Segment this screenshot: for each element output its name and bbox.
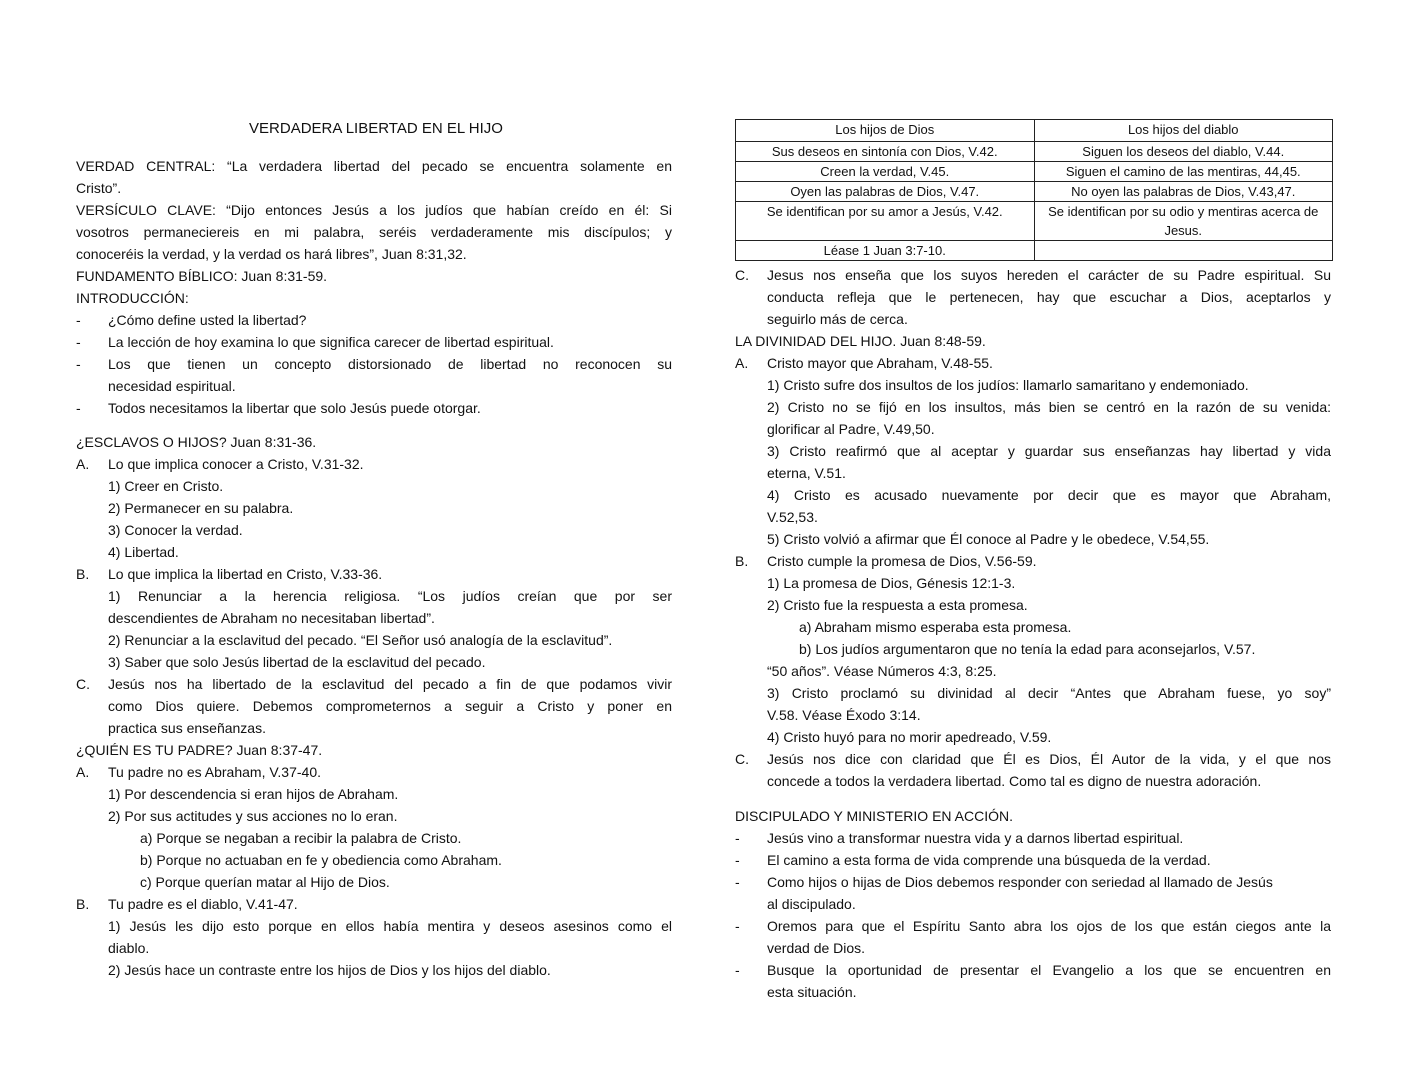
- bullet-dash: -: [76, 312, 81, 328]
- intro-item-2: La lección de hoy examina lo que significa carecer de libertad espiritual.: [108, 334, 554, 350]
- table-row: [736, 241, 1333, 261]
- marker-b: B.: [76, 896, 90, 912]
- quien-b-2: 2) Jesús hace un contraste entre los hijos de Dios y los hijos del diablo.: [108, 962, 551, 978]
- table-row: [736, 142, 1333, 162]
- table-row: [736, 182, 1333, 202]
- section-discipulado-heading: DISCIPULADO Y MINISTERIO EN ACCIÓN.: [735, 808, 1013, 824]
- esclavos-c-line3: practica sus enseñanzas.: [108, 720, 266, 736]
- esclavos-a-1: 1) Creer en Cristo.: [108, 478, 224, 494]
- divinidad-b-2-b-line1: b) Los judíos argumentaron que no tenía la edad para aconsejarlos, V.57.: [799, 641, 1256, 657]
- divinidad-a-4-line2: V.52,53.: [767, 509, 818, 525]
- table-cell: Siguen el camino de las mentiras, 44,45.: [1034, 162, 1333, 182]
- intro-item-3-line2: necesidad espiritual.: [108, 378, 236, 394]
- divinidad-a-2-line1: 2) Cristo no se fijó en los insultos, más bien se centró en la razón de su venida:: [767, 399, 1331, 415]
- marker-a: A.: [735, 355, 749, 371]
- marker-a: A.: [76, 456, 90, 472]
- esclavos-b-1-line2: descendientes de Abraham no necesitaban libertad”.: [108, 610, 435, 626]
- marker-c: C.: [735, 751, 749, 767]
- quien-c-line2: conducta refleja que le pertenecen, hay que escuchar a Dios, aceptarlos y: [767, 289, 1331, 305]
- bullet-dash: -: [76, 334, 81, 350]
- table-cell: Léase 1 Juan 3:7-10.: [736, 241, 1035, 261]
- esclavos-a-4: 4) Libertad.: [108, 544, 179, 560]
- divinidad-a-3-line2: eterna, V.51.: [767, 465, 846, 481]
- table-cell: Oyen las palabras de Dios, V.47.: [736, 182, 1035, 202]
- quien-a-1: 1) Por descendencia si eran hijos de Abraham.: [108, 786, 399, 802]
- discipulado-item-1: Jesús vino a transformar nuestra vida y a darnos libertad espiritual.: [767, 830, 1184, 846]
- esclavos-c-line2: como Dios quiere. Debemos comprometernos a seguir a Cristo y poner en: [108, 698, 672, 714]
- esclavos-b-2: 2) Renunciar a la esclavitud del pecado. “El Señor usó analogía de la esclavitud”.: [108, 632, 613, 648]
- quien-a: Tu padre no es Abraham, V.37-40.: [108, 764, 321, 780]
- introduccion-heading: INTRODUCCIÓN:: [76, 290, 189, 306]
- table-cell: No oyen las palabras de Dios, V.43,47.: [1034, 182, 1333, 202]
- versiculo-clave-line1: VERSÍCULO CLAVE: “Dijo entonces Jesús a los judíos que habían creído en él: Si: [76, 202, 672, 218]
- divinidad-b-3-line2: V.58. Véase Éxodo 3:14.: [767, 707, 921, 723]
- quien-a-2: 2) Por sus actitudes y sus acciones no lo eran.: [108, 808, 398, 824]
- verdad-central-line2: Cristo”.: [76, 180, 122, 196]
- section-quien-heading: ¿QUIÉN ES TU PADRE? Juan 8:37-47.: [76, 742, 323, 758]
- verdad-central-line1: VERDAD CENTRAL: “La verdadera libertad del pecado se encuentra solamente en: [76, 158, 672, 174]
- divinidad-b-1: 1) La promesa de Dios, Génesis 12:1-3.: [767, 575, 1016, 591]
- esclavos-a-3: 3) Conocer la verdad.: [108, 522, 243, 538]
- comparison-table: [735, 119, 1333, 261]
- discipulado-item-3-line1: Como hijos o hijas de Dios debemos responder con seriedad al llamado de Jesús: [767, 874, 1273, 890]
- versiculo-clave-line3: conoceréis la verdad, y la verdad os hará libres”, Juan 8:31,32.: [76, 246, 467, 262]
- esclavos-b: Lo que implica la libertad en Cristo, V.33-36.: [108, 566, 383, 582]
- quien-a-2-c: c) Porque querían matar al Hijo de Dios.: [140, 874, 390, 890]
- quien-a-2-a: a) Porque se negaban a recibir la palabra de Cristo.: [140, 830, 462, 846]
- divinidad-b: Cristo cumple la promesa de Dios, V.56-59.: [767, 553, 1037, 569]
- section-esclavos-heading: ¿ESCLAVOS O HIJOS? Juan 8:31-36.: [76, 434, 317, 450]
- bullet-dash: -: [735, 874, 740, 890]
- discipulado-item-3-line2: al discipulado.: [767, 896, 856, 912]
- esclavos-a: Lo que implica conocer a Cristo, V.31-32.: [108, 456, 364, 472]
- divinidad-a-2-line2: glorificar al Padre, V.49,50.: [767, 421, 935, 437]
- quien-b-1-line1: 1) Jesús les dijo esto porque en ellos había mentira y deseos asesinos como el: [108, 918, 672, 934]
- esclavos-c-line1: Jesús nos ha libertado de la esclavitud del pecado a fin de que podamos vivir: [108, 676, 672, 692]
- esclavos-b-3: 3) Saber que solo Jesús libertad de la esclavitud del pecado.: [108, 654, 486, 670]
- bullet-dash: -: [735, 852, 740, 868]
- divinidad-b-2: 2) Cristo fue la respuesta a esta promesa.: [767, 597, 1028, 613]
- quien-b: Tu padre es el diablo, V.41-47.: [108, 896, 298, 912]
- table-row: [736, 162, 1333, 182]
- table-cell: Sus deseos en sintonía con Dios, V.42.: [736, 142, 1035, 162]
- divinidad-b-2-a: a) Abraham mismo esperaba esta promesa.: [799, 619, 1072, 635]
- bullet-dash: -: [76, 400, 81, 416]
- quien-b-1-line2: diablo.: [108, 940, 150, 956]
- divinidad-b-2-b-line2: “50 años”. Véase Números 4:3, 8:25.: [767, 663, 997, 679]
- bullet-dash: -: [76, 356, 81, 372]
- fundamento-biblico: FUNDAMENTO BÍBLICO: Juan 8:31-59.: [76, 268, 328, 284]
- bullet-dash: -: [735, 830, 740, 846]
- marker-b: B.: [76, 566, 90, 582]
- esclavos-a-2: 2) Permanecer en su palabra.: [108, 500, 294, 516]
- discipulado-item-5-line1: Busque la oportunidad de presentar el Evangelio a los que se encuentren en: [767, 962, 1331, 978]
- divinidad-c-line1: Jesús nos dice con claridad que Él es Dios, Él Autor de la vida, y el que nos: [767, 751, 1331, 767]
- bullet-dash: -: [735, 918, 740, 934]
- table-header-row: [736, 120, 1333, 142]
- marker-c: C.: [76, 676, 90, 692]
- divinidad-b-3-line1: 3) Cristo proclamó su divinidad al decir “Antes que Abraham fuese, yo soy”: [767, 685, 1331, 701]
- divinidad-a-1: 1) Cristo sufre dos insultos de los judíos: llamarlo samaritano y endemoniado.: [767, 377, 1249, 393]
- intro-item-4: Todos necesitamos la libertar que solo Jesús puede otorgar.: [108, 400, 481, 416]
- divinidad-a: Cristo mayor que Abraham, V.48-55.: [767, 355, 993, 371]
- divinidad-b-4: 4) Cristo huyó para no morir apedreado, V.59.: [767, 729, 1052, 745]
- table-cell: Se identifican por su amor a Jesús, V.42.: [736, 202, 1035, 241]
- discipulado-item-4-line2: verdad de Dios.: [767, 940, 866, 956]
- page-title: VERDADERA LIBERTAD EN EL HIJO: [249, 120, 503, 137]
- table-cell: [1034, 241, 1333, 261]
- marker-a: A.: [76, 764, 90, 780]
- table-row: [736, 202, 1333, 241]
- table-header-cell: Los hijos del diablo: [1034, 120, 1333, 142]
- marker-c: C.: [735, 267, 749, 283]
- table-cell: Siguen los deseos del diablo, V.44.: [1034, 142, 1333, 162]
- quien-a-2-b: b) Porque no actuaban en fe y obediencia como Abraham.: [140, 852, 502, 868]
- quien-c-line1: Jesus nos enseña que los suyos hereden el carácter de su Padre espiritual. Su: [767, 267, 1331, 283]
- discipulado-item-4-line1: Oremos para que el Espíritu Santo abra los ojos de los que están ciegos ante la: [767, 918, 1331, 934]
- section-divinidad-heading: LA DIVINIDAD DEL HIJO. Juan 8:48-59.: [735, 333, 986, 349]
- divinidad-a-5: 5) Cristo volvió a afirmar que Él conoce al Padre y le obedece, V.54,55.: [767, 531, 1210, 547]
- quien-c-line3: seguirlo más de cerca.: [767, 311, 908, 327]
- discipulado-item-5-line2: esta situación.: [767, 984, 857, 1000]
- marker-b: B.: [735, 553, 749, 569]
- intro-item-3-line1: Los que tienen un concepto distorsionado de libertad no reconocen su: [108, 356, 672, 372]
- table-cell: Creen la verdad, V.45.: [736, 162, 1035, 182]
- versiculo-clave-line2: vosotros permaneciereis en mi palabra, seréis verdaderamente mis discípulos; y: [76, 224, 672, 240]
- bullet-dash: -: [735, 962, 740, 978]
- divinidad-a-4-line1: 4) Cristo es acusado nuevamente por decir que es mayor que Abraham,: [767, 487, 1331, 503]
- divinidad-a-3-line1: 3) Cristo reafirmó que al aceptar y guardar sus enseñanzas hay libertad y vida: [767, 443, 1331, 459]
- intro-item-1: ¿Cómo define usted la libertad?: [108, 312, 307, 328]
- table-header-cell: Los hijos de Dios: [736, 120, 1035, 142]
- table-cell: Se identifican por su odio y mentiras acerca de Jesus.: [1034, 202, 1333, 241]
- esclavos-b-1-line1: 1) Renunciar a la herencia religiosa. “Los judíos creían que por ser: [108, 588, 672, 604]
- divinidad-c-line2: concede a todos la verdadera libertad. Como tal es digno de nuestra adoración.: [767, 773, 1262, 789]
- discipulado-item-2: El camino a esta forma de vida comprende una búsqueda de la verdad.: [767, 852, 1211, 868]
